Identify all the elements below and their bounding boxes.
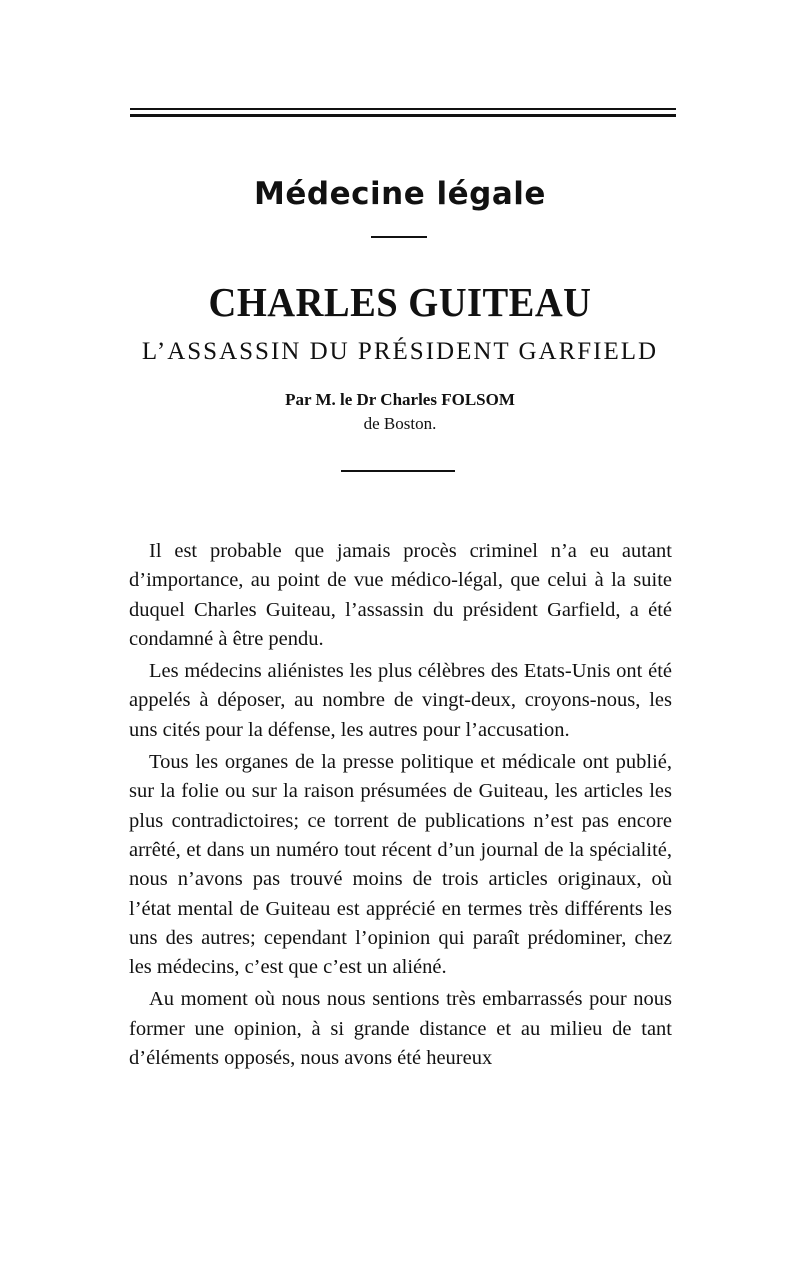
article-title: CHARLES GUITEAU [208, 279, 592, 325]
paragraph: Au moment où nous nous sentions très embarrassés pour nous former une opinion, à si grande distance et au milieu de tant d’éléments opposés, nous avons été heureux [129, 988, 672, 1070]
paragraph: Les médecins aliénistes les plus célèbres des Etats-Unis ont été appelés à déposer, au nombre de vingt-deux, croyons-nous, les uns cités pour la défense, les autres pour l’accusation. [129, 660, 672, 741]
top-double-rule [130, 108, 676, 117]
author-affiliation: de Boston. [363, 414, 437, 433]
paragraph: Tous les organes de la presse politique et médicale ont publié, sur la folie ou sur la raison présumées de Guiteau, les articles les plus contradictoires; ce torrent de publications n’est pas encore arrêté, et dans un numéro tout récent d’un journal de la spécialité, nous n’avons pas trouvé moins de trois articles originaux, où l’état mental de Guiteau est apprécié en termes très différents les uns des autres; cependant l’opinion qui paraît prédominer, chez les médecins, c’est que c’est un aliéné. [129, 751, 672, 979]
title-divider [341, 470, 455, 472]
section-heading: Médecine légale [254, 176, 546, 212]
article-body [129, 537, 672, 1076]
author-byline: Par M. le Dr Charles FOLSOM [285, 390, 515, 409]
article-subtitle: L’ASSASSIN DU PRÉSIDENT GARFIELD [141, 338, 659, 365]
heading-divider [371, 236, 427, 238]
paragraph: Il est probable que jamais procès criminel n’a eu autant d’importance, au point de vue médico-légal, que celui à la suite duquel Charles Guiteau, l’assassin du président Garfield, a été condamné à être pendu. [129, 540, 672, 650]
